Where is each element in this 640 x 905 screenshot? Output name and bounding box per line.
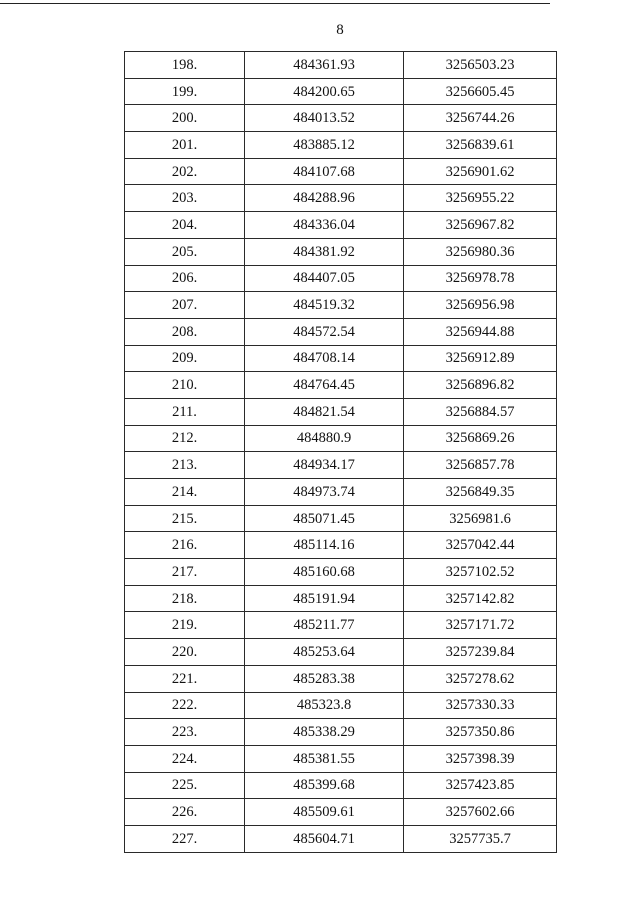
point-number-cell: 212. (125, 425, 245, 452)
x-coordinate-cell: 485604.71 (245, 825, 404, 852)
point-number-cell: 214. (125, 479, 245, 506)
y-coordinate-cell: 3256956.98 (404, 292, 557, 319)
x-coordinate-cell: 484407.05 (245, 265, 404, 292)
y-coordinate-cell: 3256503.23 (404, 52, 557, 79)
y-coordinate-cell: 3256857.78 (404, 452, 557, 479)
point-number-cell: 223. (125, 719, 245, 746)
point-number-cell: 209. (125, 345, 245, 372)
coordinates-table-body (125, 52, 557, 853)
point-number-cell: 204. (125, 212, 245, 239)
point-number-cell: 216. (125, 532, 245, 559)
table-row (125, 212, 557, 239)
x-coordinate-cell: 484821.54 (245, 398, 404, 425)
y-coordinate-cell: 3256901.62 (404, 158, 557, 185)
table-row (125, 425, 557, 452)
point-number-cell: 219. (125, 612, 245, 639)
top-rule (0, 3, 550, 4)
x-coordinate-cell: 485253.64 (245, 639, 404, 666)
table-row (125, 185, 557, 212)
y-coordinate-cell: 3257239.84 (404, 639, 557, 666)
table-row (125, 585, 557, 612)
point-number-cell: 202. (125, 158, 245, 185)
y-coordinate-cell: 3256896.82 (404, 372, 557, 399)
point-number-cell: 206. (125, 265, 245, 292)
table-row (125, 612, 557, 639)
x-coordinate-cell: 484336.04 (245, 212, 404, 239)
y-coordinate-cell: 3256744.26 (404, 105, 557, 132)
x-coordinate-cell: 484708.14 (245, 345, 404, 372)
y-coordinate-cell: 3256849.35 (404, 479, 557, 506)
table-row (125, 479, 557, 506)
point-number-cell: 217. (125, 559, 245, 586)
point-number-cell: 224. (125, 745, 245, 772)
y-coordinate-cell: 3257278.62 (404, 665, 557, 692)
point-number-cell: 220. (125, 639, 245, 666)
y-coordinate-cell: 3256839.61 (404, 132, 557, 159)
table-row (125, 692, 557, 719)
x-coordinate-cell: 485211.77 (245, 612, 404, 639)
x-coordinate-cell: 485399.68 (245, 772, 404, 799)
y-coordinate-cell: 3257042.44 (404, 532, 557, 559)
table-row (125, 318, 557, 345)
table-row (125, 398, 557, 425)
page-number: 8 (336, 22, 344, 38)
table-row (125, 292, 557, 319)
point-number-cell: 215. (125, 505, 245, 532)
x-coordinate-cell: 484288.96 (245, 185, 404, 212)
y-coordinate-cell: 3256869.26 (404, 425, 557, 452)
table-row (125, 825, 557, 852)
x-coordinate-cell: 485160.68 (245, 559, 404, 586)
table-row (125, 639, 557, 666)
y-coordinate-cell: 3257171.72 (404, 612, 557, 639)
x-coordinate-cell: 484880.9 (245, 425, 404, 452)
x-coordinate-cell: 484361.93 (245, 52, 404, 79)
point-number-cell: 210. (125, 372, 245, 399)
point-number-cell: 199. (125, 78, 245, 105)
y-coordinate-cell: 3256944.88 (404, 318, 557, 345)
y-coordinate-cell: 3256980.36 (404, 238, 557, 265)
y-coordinate-cell: 3256884.57 (404, 398, 557, 425)
table-row (125, 78, 557, 105)
x-coordinate-cell: 485509.61 (245, 799, 404, 826)
point-number-cell: 227. (125, 825, 245, 852)
point-number-cell: 208. (125, 318, 245, 345)
table-row (125, 132, 557, 159)
y-coordinate-cell: 3257735.7 (404, 825, 557, 852)
table-row (125, 665, 557, 692)
table-row (125, 238, 557, 265)
x-coordinate-cell: 483885.12 (245, 132, 404, 159)
y-coordinate-cell: 3256978.78 (404, 265, 557, 292)
point-number-cell: 203. (125, 185, 245, 212)
table-row (125, 719, 557, 746)
x-coordinate-cell: 484200.65 (245, 78, 404, 105)
point-number-cell: 218. (125, 585, 245, 612)
point-number-cell: 211. (125, 398, 245, 425)
point-number-cell: 226. (125, 799, 245, 826)
point-number-cell: 213. (125, 452, 245, 479)
x-coordinate-cell: 485191.94 (245, 585, 404, 612)
y-coordinate-cell: 3257423.85 (404, 772, 557, 799)
table-row (125, 105, 557, 132)
x-coordinate-cell: 485381.55 (245, 745, 404, 772)
point-number-cell: 221. (125, 665, 245, 692)
table-row (125, 745, 557, 772)
table-row (125, 452, 557, 479)
x-coordinate-cell: 485283.38 (245, 665, 404, 692)
point-number-cell: 201. (125, 132, 245, 159)
x-coordinate-cell: 485114.16 (245, 532, 404, 559)
table-row (125, 265, 557, 292)
x-coordinate-cell: 484013.52 (245, 105, 404, 132)
y-coordinate-cell: 3257350.86 (404, 719, 557, 746)
point-number-cell: 198. (125, 52, 245, 79)
x-coordinate-cell: 484381.92 (245, 238, 404, 265)
x-coordinate-cell: 484107.68 (245, 158, 404, 185)
x-coordinate-cell: 484519.32 (245, 292, 404, 319)
table-row (125, 372, 557, 399)
y-coordinate-cell: 3257330.33 (404, 692, 557, 719)
y-coordinate-cell: 3256605.45 (404, 78, 557, 105)
x-coordinate-cell: 484572.54 (245, 318, 404, 345)
point-number-cell: 222. (125, 692, 245, 719)
y-coordinate-cell: 3256967.82 (404, 212, 557, 239)
x-coordinate-cell: 484934.17 (245, 452, 404, 479)
table-row (125, 799, 557, 826)
table-row (125, 158, 557, 185)
y-coordinate-cell: 3257142.82 (404, 585, 557, 612)
y-coordinate-cell: 3256981.6 (404, 505, 557, 532)
y-coordinate-cell: 3257602.66 (404, 799, 557, 826)
table-row (125, 345, 557, 372)
x-coordinate-cell: 484764.45 (245, 372, 404, 399)
point-number-cell: 205. (125, 238, 245, 265)
y-coordinate-cell: 3257102.52 (404, 559, 557, 586)
y-coordinate-cell: 3257398.39 (404, 745, 557, 772)
point-number-cell: 207. (125, 292, 245, 319)
table-row (125, 505, 557, 532)
table-row (125, 532, 557, 559)
table-row (125, 52, 557, 79)
point-number-cell: 225. (125, 772, 245, 799)
coordinates-table (124, 51, 557, 853)
x-coordinate-cell: 485323.8 (245, 692, 404, 719)
x-coordinate-cell: 484973.74 (245, 479, 404, 506)
y-coordinate-cell: 3256955.22 (404, 185, 557, 212)
x-coordinate-cell: 485338.29 (245, 719, 404, 746)
x-coordinate-cell: 485071.45 (245, 505, 404, 532)
y-coordinate-cell: 3256912.89 (404, 345, 557, 372)
table-row (125, 559, 557, 586)
table-row (125, 772, 557, 799)
point-number-cell: 200. (125, 105, 245, 132)
